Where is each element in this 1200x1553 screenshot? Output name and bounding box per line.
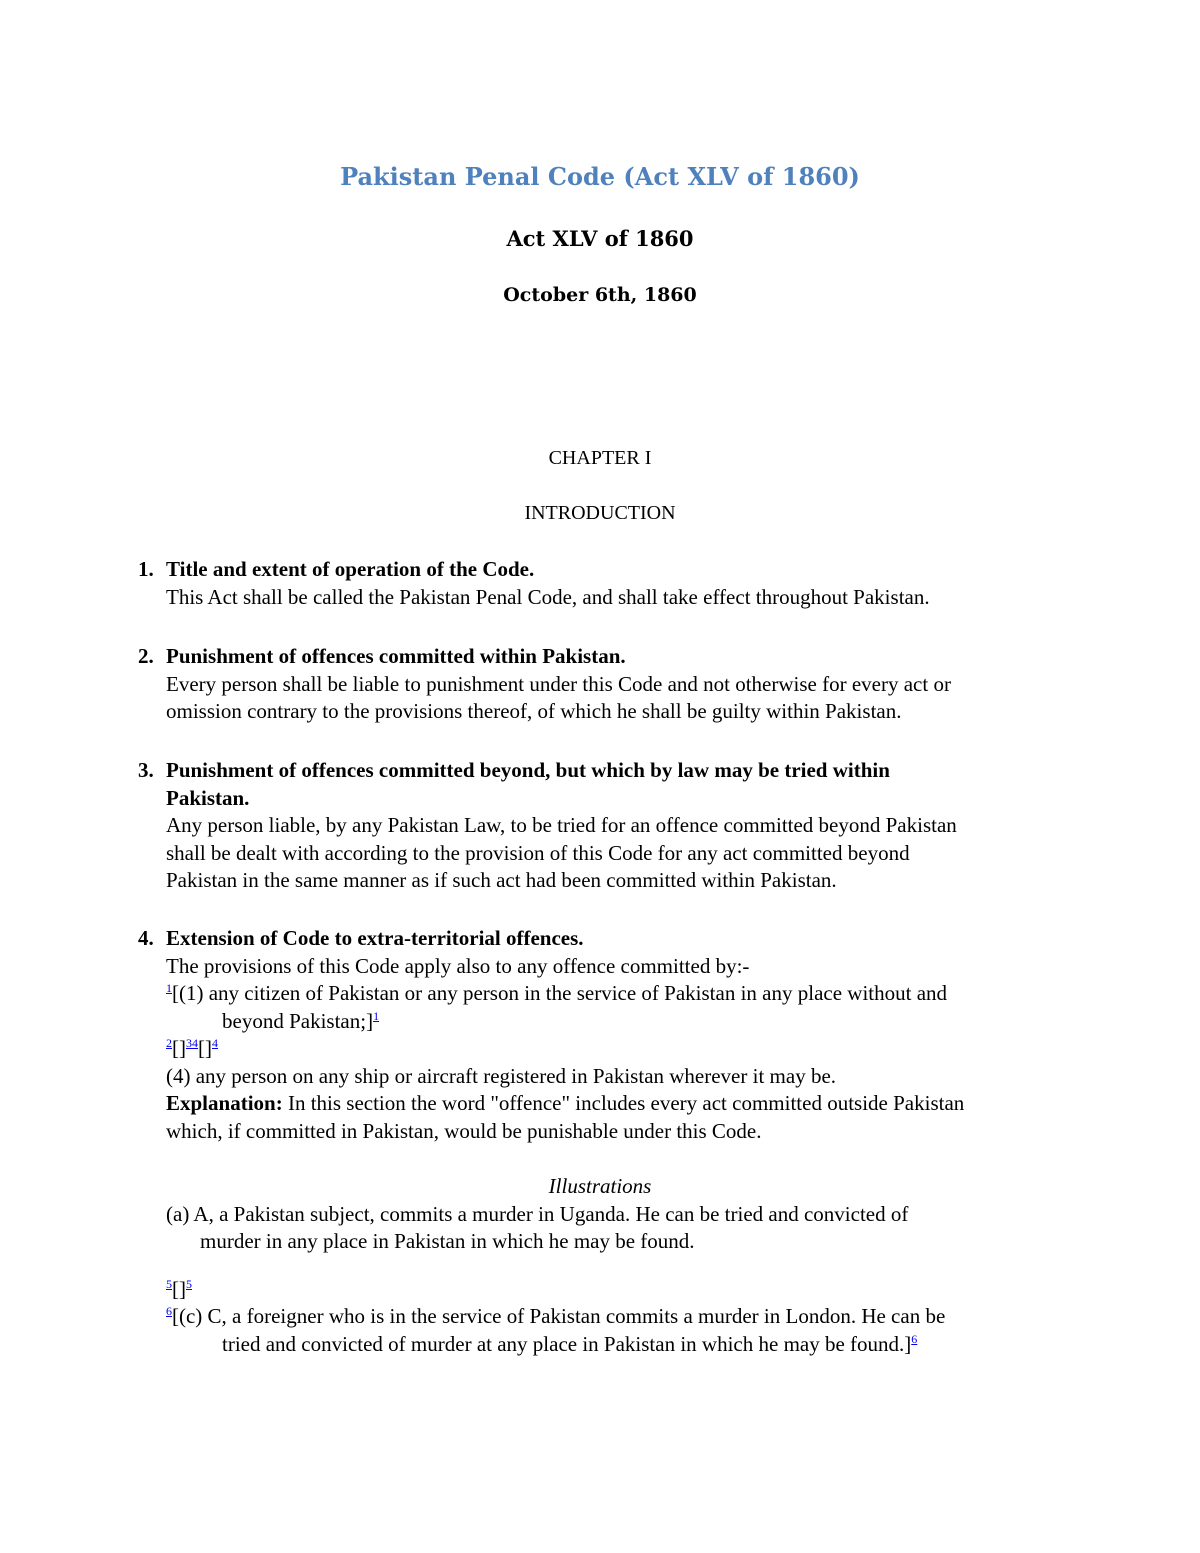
footnote-link[interactable]: 6 — [911, 1331, 918, 1346]
section-title: Extension of Code to extra-territorial offences. — [166, 926, 584, 950]
section-text: Every person shall be liable to punishment under this Code and not otherwise for every act or — [166, 671, 951, 696]
explanation-label: Explanation: — [166, 1091, 283, 1115]
clause-1-continuation — [166, 1008, 1078, 1036]
clause-text: [(1) any citizen of Pakistan or any person in the service of Pakistan in any place without and — [172, 981, 948, 1005]
section-title — [166, 757, 1078, 812]
section-title-line: Pakistan. — [166, 785, 250, 810]
illustrations-heading: Illustrations — [548, 1174, 652, 1198]
chapter-name: INTRODUCTION — [524, 502, 676, 524]
section-number: 4. — [138, 926, 154, 950]
brackets-text: [] — [172, 1036, 186, 1060]
section-4 — [138, 925, 1078, 1358]
section-2 — [138, 643, 1078, 726]
illustration-c — [166, 1303, 1078, 1331]
section-3 — [138, 757, 1078, 895]
section-3-body — [166, 812, 1078, 895]
omitted-illustration-b — [166, 1276, 1078, 1304]
footnote-link[interactable]: 4 — [212, 1036, 218, 1050]
act-date: October 6th, 1860 — [503, 284, 697, 306]
section-1 — [138, 556, 1078, 611]
clause-4: (4) any person on any ship or aircraft registered in Pakistan wherever it may be. — [166, 1063, 837, 1088]
footnote-link[interactable]: 5 — [186, 1276, 192, 1291]
footnote-link[interactable]: 6 — [166, 1304, 172, 1318]
clause-1 — [166, 980, 1078, 1008]
omitted-clauses — [166, 1035, 1078, 1063]
section-title: Punishment of offences committed within Pakistan. — [166, 644, 626, 668]
section-text: Any person liable, by any Pakistan Law, to be tried for an offence committed beyond Pakistan — [166, 813, 957, 837]
section-1-heading — [138, 556, 1078, 584]
footnote-link[interactable]: 3 — [186, 1036, 192, 1050]
section-4-body — [166, 953, 1078, 1359]
section-text: Pakistan in the same manner as if such act had been committed within Pakistan. — [166, 868, 837, 892]
illustration-text: tried and convicted of murder at any place in Pakistan in which he may be found.] — [222, 1331, 912, 1356]
section-text: The provisions of this Code apply also to any offence committed by:- — [166, 953, 750, 978]
section-number: 2. — [138, 644, 154, 668]
footnote-link[interactable]: 1 — [166, 981, 172, 995]
clause-text: beyond Pakistan;] — [222, 1008, 374, 1033]
footnote-link[interactable]: 4 — [192, 1036, 198, 1050]
illustration-a-continuation: murder in any place in Pakistan in which he may be found. — [200, 1229, 695, 1253]
brackets-text: [] — [172, 1276, 186, 1301]
explanation — [166, 1090, 1078, 1118]
footnote-link[interactable]: 1 — [373, 1008, 380, 1023]
section-number: 3. — [138, 758, 154, 782]
brackets-text: [] — [198, 1036, 212, 1060]
explanation-continuation: which, if committed in Pakistan, would be punishable under this Code. — [166, 1118, 762, 1143]
footnote-link[interactable]: 2 — [166, 1036, 172, 1050]
section-number: 1. — [138, 557, 154, 581]
illustration-a: (a) A, a Pakistan subject, commits a murder in Uganda. He can be tried and convicted of — [166, 1201, 909, 1226]
section-title: Title and extent of operation of the Code. — [166, 557, 535, 581]
section-text: shall be dealt with according to the provision of this Code for any act committed beyond — [166, 840, 910, 865]
act-heading: Act XLV of 1860 — [506, 226, 694, 251]
section-1-body — [166, 584, 1078, 612]
chapter-heading: CHAPTER I — [548, 447, 652, 469]
illustration-text: [(c) C, a foreigner who is in the service of Pakistan commits a murder in London. He can be — [172, 1304, 946, 1328]
illustration-c-continuation — [166, 1331, 1078, 1359]
document-title: Pakistan Penal Code (Act XLV of 1860) — [340, 162, 860, 191]
section-4-heading — [138, 925, 1078, 953]
section-2-heading — [138, 643, 1078, 671]
section-title-line: Punishment of offences committed beyond, but which by law may be tried within — [166, 758, 890, 782]
explanation-text: In this section the word "offence" includes every act committed outside Pakistan — [282, 1091, 965, 1115]
section-text: omission contrary to the provisions thereof, of which he shall be guilty within Pakistan. — [166, 699, 902, 723]
section-text: This Act shall be called the Pakistan Penal Code, and shall take effect throughout Pakistan. — [166, 584, 930, 609]
section-2-body — [166, 671, 1078, 726]
footnote-link[interactable]: 5 — [166, 1276, 172, 1291]
section-3-heading — [138, 757, 1078, 812]
